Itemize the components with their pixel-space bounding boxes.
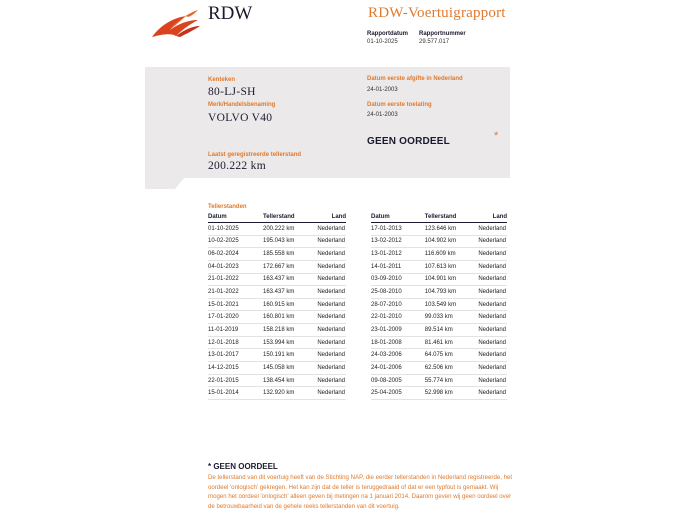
cell-reading: 64.075 km bbox=[425, 349, 473, 362]
cell-date: 21-01-2022 bbox=[208, 273, 263, 286]
cell-reading: 153.994 km bbox=[263, 336, 312, 349]
table-row bbox=[208, 298, 346, 311]
cell-date: 11-01-2019 bbox=[208, 324, 263, 337]
table-row bbox=[371, 362, 507, 375]
table-row bbox=[371, 273, 507, 286]
cell-reading: 163.437 km bbox=[263, 273, 312, 286]
cell-country: Nederland bbox=[312, 248, 346, 261]
cell-reading: 123.646 km bbox=[425, 223, 473, 236]
readings-table-left bbox=[208, 212, 346, 400]
cell-country: Nederland bbox=[473, 324, 507, 337]
cell-date: 13-02-2012 bbox=[371, 235, 425, 248]
cell-date: 18-01-2008 bbox=[371, 336, 425, 349]
plate-label: Kenteken bbox=[208, 77, 236, 83]
footnote-title: * GEEN OORDEEL bbox=[208, 462, 278, 471]
cell-date: 10-02-2025 bbox=[208, 235, 263, 248]
cell-date: 22-01-2010 bbox=[371, 311, 425, 324]
table-row bbox=[371, 311, 507, 324]
table-row bbox=[208, 374, 346, 387]
cell-date: 22-01-2015 bbox=[208, 374, 263, 387]
cell-reading: 116.609 km bbox=[425, 248, 473, 261]
cell-date: 15-01-2014 bbox=[208, 387, 263, 400]
cell-date: 23-01-2009 bbox=[371, 324, 425, 337]
cell-date: 24-03-2006 bbox=[371, 349, 425, 362]
col-header-date: Datum bbox=[371, 212, 425, 223]
col-header-date: Datum bbox=[208, 212, 263, 223]
cell-country: Nederland bbox=[473, 336, 507, 349]
table-row bbox=[371, 324, 507, 337]
cell-reading: 160.915 km bbox=[263, 298, 312, 311]
cell-reading: 62.506 km bbox=[425, 362, 473, 375]
table-row bbox=[208, 248, 346, 261]
readings-section-title: Tellerstanden bbox=[208, 204, 247, 210]
table-row bbox=[208, 387, 346, 400]
cell-country: Nederland bbox=[312, 324, 346, 337]
vehicle-summary-panel bbox=[145, 67, 510, 178]
cell-country: Nederland bbox=[312, 387, 346, 400]
cell-date: 25-04-2005 bbox=[371, 387, 425, 400]
cell-country: Nederland bbox=[473, 260, 507, 273]
cell-reading: 132.920 km bbox=[263, 387, 312, 400]
cell-date: 14-12-2015 bbox=[208, 362, 263, 375]
report-date-label: Rapportdatum bbox=[367, 31, 408, 37]
table-row bbox=[371, 223, 507, 236]
table-row bbox=[371, 260, 507, 273]
col-header-country: Land bbox=[312, 212, 346, 223]
cell-date: 13-01-2012 bbox=[371, 248, 425, 261]
col-header-reading: Tellerstand bbox=[425, 212, 473, 223]
readings-table-right bbox=[371, 212, 507, 400]
plate-value: 80-LJ-SH bbox=[208, 86, 256, 98]
cell-date: 24-01-2006 bbox=[371, 362, 425, 375]
report-date-value: 01-10-2025 bbox=[367, 39, 398, 45]
cell-date: 17-01-2013 bbox=[371, 223, 425, 236]
cell-date: 01-10-2025 bbox=[208, 223, 263, 236]
cell-country: Nederland bbox=[473, 286, 507, 299]
report-number-block bbox=[419, 31, 466, 45]
cell-country: Nederland bbox=[473, 273, 507, 286]
table-row bbox=[208, 336, 346, 349]
cell-reading: 104.901 km bbox=[425, 273, 473, 286]
cell-country: Nederland bbox=[312, 223, 346, 236]
odometer-value: 200.222 km bbox=[208, 160, 266, 172]
col-header-reading: Tellerstand bbox=[263, 212, 312, 223]
cell-country: Nederland bbox=[473, 374, 507, 387]
table-row bbox=[371, 235, 507, 248]
cell-reading: 81.461 km bbox=[425, 336, 473, 349]
report-number-label: Rapportnummer bbox=[419, 31, 466, 37]
cell-country: Nederland bbox=[312, 235, 346, 248]
cell-reading: 104.793 km bbox=[425, 286, 473, 299]
cell-reading: 103.549 km bbox=[425, 298, 473, 311]
cell-reading: 150.191 km bbox=[263, 349, 312, 362]
make-value: VOLVO V40 bbox=[208, 112, 273, 124]
cell-country: Nederland bbox=[312, 273, 346, 286]
first-admission-label: Datum eerste toelating bbox=[367, 102, 432, 108]
cell-date: 06-02-2024 bbox=[208, 248, 263, 261]
verdict-value: GEEN OORDEEL bbox=[367, 136, 450, 147]
cell-date: 03-09-2010 bbox=[371, 273, 425, 286]
col-header-country: Land bbox=[473, 212, 507, 223]
cell-date: 25-08-2010 bbox=[371, 286, 425, 299]
cell-country: Nederland bbox=[312, 298, 346, 311]
cell-country: Nederland bbox=[473, 311, 507, 324]
cell-country: Nederland bbox=[312, 311, 346, 324]
table-row bbox=[371, 298, 507, 311]
table-row bbox=[371, 336, 507, 349]
cell-reading: 160.801 km bbox=[263, 311, 312, 324]
cell-reading: 163.437 km bbox=[263, 286, 312, 299]
cell-date: 12-01-2018 bbox=[208, 336, 263, 349]
odometer-label: Laatst geregistreerde tellerstand bbox=[208, 152, 302, 158]
table-row bbox=[208, 349, 346, 362]
cell-country: Nederland bbox=[312, 260, 346, 273]
report-title: RDW-Voertuigrapport bbox=[368, 5, 506, 21]
rdw-bird-logo-icon bbox=[150, 8, 202, 40]
cell-country: Nederland bbox=[473, 248, 507, 261]
cell-date: 21-01-2022 bbox=[208, 286, 263, 299]
cell-date: 17-01-2020 bbox=[208, 311, 263, 324]
cell-reading: 185.558 km bbox=[263, 248, 312, 261]
cell-reading: 107.613 km bbox=[425, 260, 473, 273]
cell-reading: 89.514 km bbox=[425, 324, 473, 337]
panel-notch bbox=[145, 177, 185, 189]
cell-reading: 52.998 km bbox=[425, 387, 473, 400]
cell-reading: 104.902 km bbox=[425, 235, 473, 248]
cell-date: 13-01-2017 bbox=[208, 349, 263, 362]
cell-country: Nederland bbox=[312, 286, 346, 299]
table-row bbox=[371, 349, 507, 362]
cell-country: Nederland bbox=[473, 387, 507, 400]
brand-name: RDW bbox=[208, 3, 253, 24]
cell-country: Nederland bbox=[312, 336, 346, 349]
cell-country: Nederland bbox=[473, 235, 507, 248]
cell-country: Nederland bbox=[473, 362, 507, 375]
table-row bbox=[371, 387, 507, 400]
cell-country: Nederland bbox=[312, 349, 346, 362]
table-row bbox=[208, 324, 346, 337]
cell-country: Nederland bbox=[473, 349, 507, 362]
cell-reading: 138.454 km bbox=[263, 374, 312, 387]
make-label: Merk/Handelsbenaming bbox=[208, 102, 276, 108]
table-row bbox=[208, 286, 346, 299]
cell-date: 04-01-2023 bbox=[208, 260, 263, 273]
cell-date: 14-01-2011 bbox=[371, 260, 425, 273]
table-row bbox=[208, 273, 346, 286]
cell-reading: 172.667 km bbox=[263, 260, 312, 273]
table-row bbox=[208, 362, 346, 375]
report-number-value: 29.577.017 bbox=[419, 39, 450, 45]
table-row bbox=[208, 235, 346, 248]
table-row bbox=[208, 223, 346, 236]
cell-reading: 200.222 km bbox=[263, 223, 312, 236]
footnote-text: De tellerstand van dit voertuig heeft van de Stichting NAP, die eerder tellerstanden in Nederland registreerde, het oordeel 'onlogisch' gekregen. Het kan zijn dat de teller is teruggedraaid of dat er een typfout is gemaakt. Wij mogen het oordeel 'onlogisch' alleen geven bij metingen na 1 januari 2014. Daarom geven wij geen oordeel over de betrouwbaarheid van de gehele reeks tellerstanden van dit voertuig. bbox=[208, 474, 513, 510]
cell-date: 09-08-2005 bbox=[371, 374, 425, 387]
table-row bbox=[371, 374, 507, 387]
first-nl-label: Datum eerste afgifte in Nederland bbox=[367, 76, 463, 82]
cell-country: Nederland bbox=[312, 374, 346, 387]
cell-reading: 145.058 km bbox=[263, 362, 312, 375]
cell-country: Nederland bbox=[312, 362, 346, 375]
cell-country: Nederland bbox=[473, 223, 507, 236]
cell-reading: 158.218 km bbox=[263, 324, 312, 337]
cell-date: 15-01-2021 bbox=[208, 298, 263, 311]
cell-reading: 55.774 km bbox=[425, 374, 473, 387]
report-date-block bbox=[367, 31, 408, 45]
first-nl-value: 24-01-2003 bbox=[367, 87, 398, 93]
table-row bbox=[208, 311, 346, 324]
verdict-asterisk: * bbox=[494, 130, 499, 142]
first-admission-value: 24-01-2003 bbox=[367, 112, 398, 118]
table-row bbox=[371, 248, 507, 261]
table-row bbox=[371, 286, 507, 299]
cell-reading: 195.043 km bbox=[263, 235, 312, 248]
cell-country: Nederland bbox=[473, 298, 507, 311]
table-row bbox=[208, 260, 346, 273]
cell-reading: 99.033 km bbox=[425, 311, 473, 324]
cell-date: 28-07-2010 bbox=[371, 298, 425, 311]
